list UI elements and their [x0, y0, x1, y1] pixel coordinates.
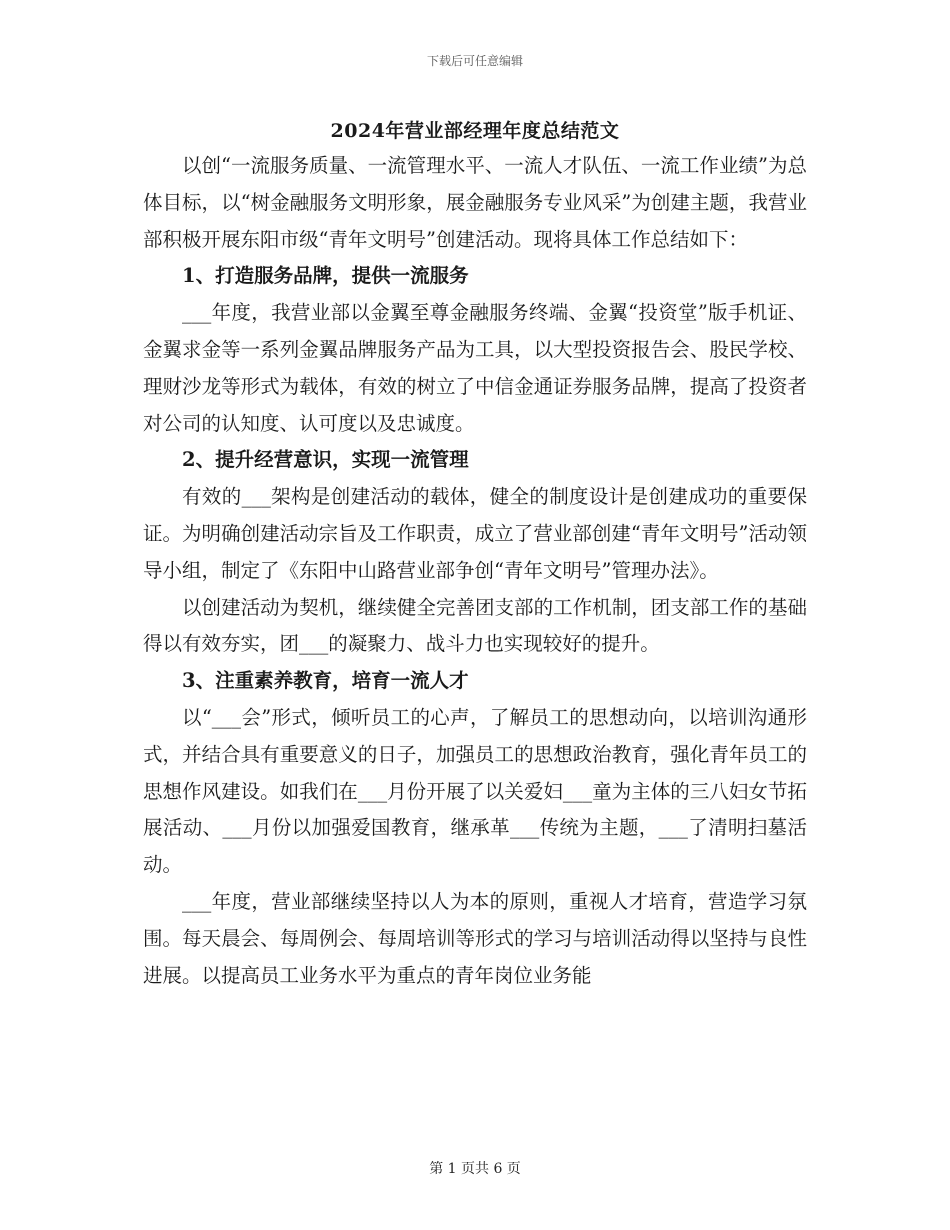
page-footer: 第 1 页共 6 页: [429, 1161, 521, 1177]
section-2-paragraph-1: 有效的___架构是创建活动的载体，健全的制度设计是创建成功的重要保证。为明确创建活动宗旨及工作职责，成立了营业部创建“青年文明号”活动领导小组，制定了《东阳中山路营业部争创“青年文明号”管理办法》。: [143, 485, 807, 582]
section-2-paragraph-2: 以创建活动为契机，继续健全完善团支部的工作机制，团支部工作的基础得以有效夯实，团___的凝聚力、战斗力也实现较好的提升。: [143, 595, 807, 656]
document-title: 2024年营业部经理年度总结范文: [330, 120, 620, 142]
section-heading-2: 2、提升经营意识，实现一流管理: [182, 448, 469, 472]
section-3-paragraph-1: 以“___会”形式，倾听员工的心声，了解员工的思想动向，以培训沟通形式，并结合具有重要意义的日子，加强员工的思想政治教育，强化青年员工的思想作风建设。如我们在___月份开展了以关爱妇___童为主体的三八妇女节拓展活动、___月份以加强爱国教育，继承革___传统为主题，___了清明扫墓活动。: [143, 705, 807, 877]
section-heading-3: 3、注重素养教育，培育一流人才: [182, 669, 469, 693]
section-3-paragraph-2: ___年度，营业部继续坚持以人为本的原则，重视人才培育，营造学习氛围。每天晨会、每周例会、每周培训等形式的学习与培训活动得以坚持与良性进展。以提高员工业务水平为重点的青年岗位业务能: [143, 889, 807, 987]
section-heading-1: 1、打造服务品牌，提供一流服务: [182, 264, 469, 288]
section-1-paragraph: ___年度，我营业部以金翼至尊金融服务终端、金翼“投资堂”版手机证、金翼求金等一系列金翼品牌服务产品为工具，以大型投资报告会、股民学校、理财沙龙等形式为载体，有效的树立了中信金通证券服务品牌，提高了投资者对公司的认知度、认可度以及忠诚度。: [143, 301, 807, 435]
document-body: [143, 148, 807, 994]
header-note: 下载后可任意编辑: [426, 54, 523, 68]
intro-paragraph: 以创“一流服务质量、一流管理水平、一流人才队伍、一流工作业绩”为总体目标，以“树金融服务文明形象，展金融服务专业风采”为创建主题，我营业部积极开展东阳市级“青年文明号”创建活动。现将具体工作总结如下：: [143, 154, 807, 251]
